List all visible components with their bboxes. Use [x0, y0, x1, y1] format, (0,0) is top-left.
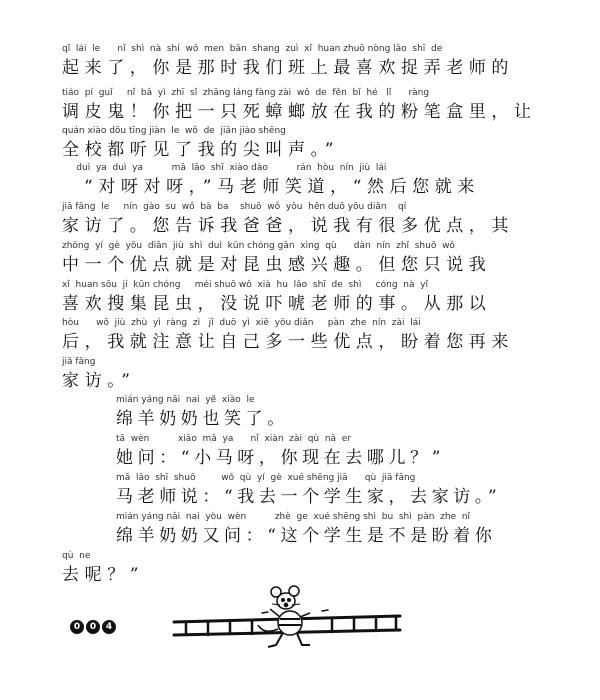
text-line-2 [62, 86, 552, 124]
hanzi-row: 家访。” [62, 371, 136, 391]
pinyin-row: qù ne [62, 551, 91, 561]
pinyin-row: jiā fǎng [62, 357, 96, 367]
dialog-line-2 [116, 432, 552, 470]
text-line-3 [62, 124, 552, 162]
hanzi-row: 起来了，你是那时我们班上最喜欢捉弄老师的 [62, 58, 514, 78]
dialog-line-1 [116, 393, 552, 431]
hanzi-row: 她问：“小马呀，你现在去哪儿？” [116, 448, 445, 468]
pinyin-row: duì ya duì ya mǎ lǎo shī xiào dào rán hòu nín jiù lái [62, 163, 387, 173]
hanzi-row: 后，我就注意让自己多一些优点，盼着您再来 [62, 332, 514, 352]
pinyin-row: mǎ lǎo shī shuō wǒ qù yí gè xué shēng jiā qù jiā fǎng [116, 473, 416, 483]
hanzi-row: 中一个优点就是对昆虫感兴趣。但您只说我 [62, 255, 492, 275]
hanzi-row: 全校都听见了我的尖叫声。” [62, 140, 339, 160]
text-line-4 [62, 161, 552, 199]
pinyin-row: mián yáng nǎi nai yě xiào le [116, 395, 255, 405]
page-number [70, 620, 116, 634]
text-line-7 [62, 278, 552, 316]
pinyin-row: zhōng yí gè yōu diǎn jiù shì duì kūn chóng gǎn xìng qù dàn nín zhǐ shuō wǒ [62, 241, 455, 251]
pinyin-row: jiā fǎng le nín gào su wǒ bà ba shuō wǒ yǒu hěn duō yōu diǎn qí [62, 202, 407, 212]
pinyin-row: quán xiào dōu tīng jiàn le wǒ de jiān jiào shēng [62, 126, 286, 136]
hanzi-row: 马老师说：“我去一个学生家，去家访。” [116, 487, 502, 507]
text-line-1 [62, 42, 552, 80]
hanzi-row: 去呢？” [62, 565, 145, 585]
hanzi-row: 家访了。您告诉我爸爸，说我有很多优点，其 [62, 216, 514, 236]
dialog-line-4 [116, 510, 552, 548]
pinyin-row: qǐ lái le nǐ shì nà shí wǒ men bān shang zuì xǐ huan zhuō nòng lǎo shī de [62, 44, 443, 54]
pinyin-row: xǐ huan sōu jí kūn chóng méi shuō wǒ xià hu lǎo shī de shì cóng nà yǐ [62, 280, 429, 290]
mouse-ladder-illustration [172, 585, 412, 655]
page-number-digit: 4 [102, 620, 116, 634]
dialog-line-3 [116, 471, 552, 509]
hanzi-row: 绵羊奶奶也笑了。 [116, 409, 289, 429]
text-line-9 [62, 355, 552, 393]
hanzi-row: 喜欢搜集昆虫，没说吓唬老师的事。从那以 [62, 294, 492, 314]
hanzi-row: 绵羊奶奶又问：“这个学生是不是盼着你 [116, 526, 497, 546]
pinyin-row: hòu wǒ jiù zhù yì ràng zì jǐ duō yì xiē yōu diǎn pàn zhe nín zài lái [62, 318, 421, 328]
hanzi-row: 调皮鬼！你把一只死蟑螂放在我的粉笔盒里，让 [62, 102, 537, 122]
page-number-digit: 0 [70, 620, 84, 634]
text-line-6 [62, 239, 552, 277]
pinyin-row: mián yáng nǎi nai yòu wèn zhè ge xué shēng shì bu shì pàn zhe nǐ [116, 512, 471, 522]
pinyin-row: tiáo pí guǐ nǐ bǎ yì zhī sǐ zhāng láng fàng zài wǒ de fěn bǐ hé lǐ ràng [62, 88, 430, 98]
text-line-8 [62, 316, 552, 354]
page-number-digit: 0 [86, 620, 100, 634]
text-line-5 [62, 200, 552, 238]
hanzi-row: “对呀对呀，”马老师笑道，“然后您就来 [62, 177, 480, 197]
pinyin-row: tā wèn xiǎo mǎ ya nǐ xiàn zài qù nǎ er [116, 434, 352, 444]
text-line-last [62, 549, 552, 587]
